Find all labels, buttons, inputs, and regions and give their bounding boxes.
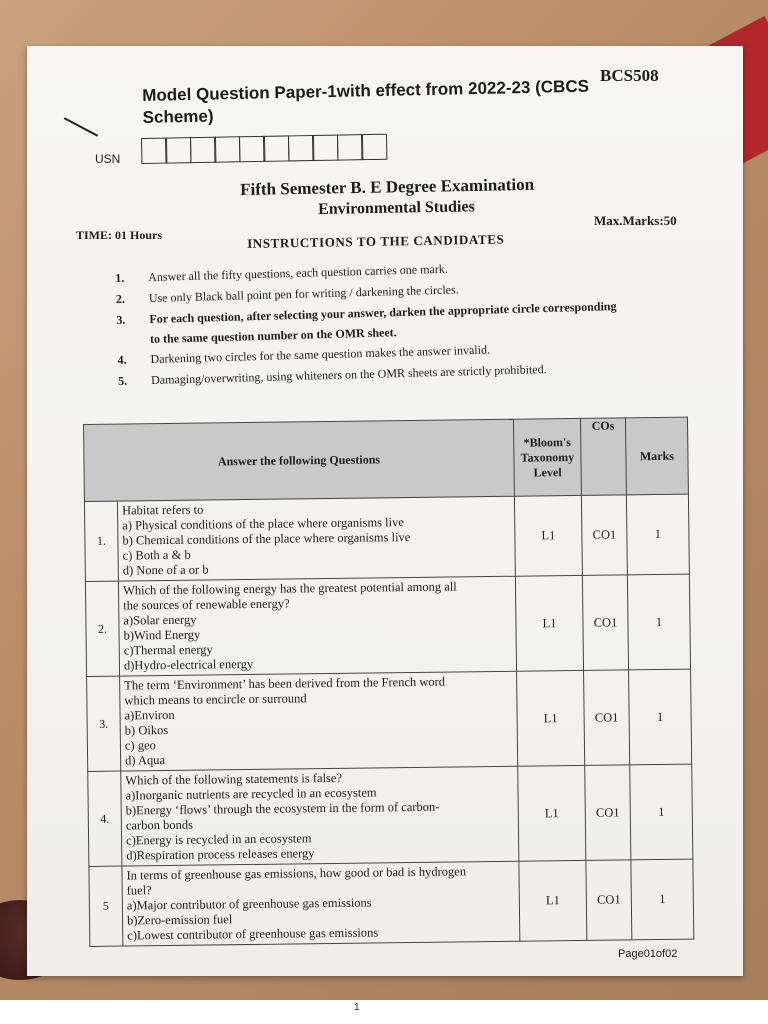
question-line: which means to encircle or surround [124,691,307,708]
course-outcome: CO1 [582,575,628,671]
question-line: d) Aqua [125,753,166,768]
question-text [120,671,518,771]
header-bloom: *Bloom's Taxonomy Level [513,418,581,496]
question-line: Which of the following energy has the greatest potential among all [122,579,457,598]
question-line: b)Energy ‘flows’ through the ecosystem in the form of carbon- [125,799,440,818]
bloom-level: L1 [519,860,587,941]
bloom-level: L1 [514,495,582,576]
question-line: c)Lowest contributor of greenhouse gas emissions [127,925,379,943]
question-number: 3. [87,676,121,771]
question-line: c)Thermal energy [123,642,213,658]
instruction-item: 5. Damaging/overwriting, using whiteners on the OMR sheets are strictly prohibited. [117,361,547,388]
page-footer: Page01of02 [618,948,678,960]
question-line: a) Physical conditions of the place where organisms live [122,515,404,533]
question-number: 1. [84,501,118,581]
question-number: 5 [89,866,123,946]
question-line: Which of the following statements is false? [125,770,343,788]
question-line: b) Chemical conditions of the place where organisms live [122,530,411,548]
question-line: b)Zero-emission fuel [126,912,233,928]
question-text [118,576,516,676]
instruction-item: 4. Darkening two circles for the same question makes the answer invalid. [117,342,491,367]
question-line: fuel? [126,883,152,898]
question-number: 2. [85,581,119,676]
course-code: BCS508 [600,66,659,85]
question-line: a)Environ [124,707,175,723]
question-line: d)Hydro-electrical energy [123,656,254,673]
questions-table [83,417,694,947]
course-outcome: CO1 [585,765,631,861]
instruction-item: 3. For each question, after selecting your answer, darken the appropriate circle corresponding to the same question number on the OMR sheet. [116,299,617,347]
question-row [85,574,690,676]
question-line: b) Oikos [124,722,169,738]
question-line: The term ‘Environment’ has been derived from the French word [124,674,446,693]
course-outcome: CO1 [581,495,627,576]
question-row [84,494,689,581]
question-row [88,764,693,866]
question-line: In terms of greenhouse gas emissions, how good or bad is hydrogen [126,864,467,883]
marks: 1 [630,764,693,860]
question-line: c)Energy is recycled in an ecosystem [126,831,312,848]
max-marks: Max.Marks:50 [594,213,677,228]
usn-label: USN [95,152,121,166]
header-cos: COs [580,418,626,496]
course-outcome: CO1 [584,670,630,766]
question-line: a)Major contributor of greenhouse gas emissions [126,895,372,913]
question-line: the sources of renewable energy? [123,596,290,613]
paper-title: Model Question Paper-1with effect from 2022-23 (CBCS Scheme) [142,76,590,127]
subject-heading: Environmental Studies [318,198,475,218]
marks: 1 [626,494,689,575]
question-text [117,496,515,581]
instructions-list [115,254,628,392]
bloom-level: L1 [517,670,585,766]
question-line: d) None of a or b [122,562,209,578]
question-line: c) Both a & b [122,547,191,563]
question-line: d)Respiration process releases energy [126,846,315,863]
bloom-level: L1 [515,575,583,671]
table-header-row [84,417,689,501]
instruction-item: 2. Use only Black ball point pen for writing / darkening the circles. [115,282,459,306]
usn-boxes [142,134,387,164]
question-text [121,766,519,866]
question-line: Habitat refers to [121,502,204,518]
question-text [122,861,520,946]
question-row [89,859,694,946]
question-number: 4. [88,771,122,866]
question-line: a)Solar energy [123,612,197,628]
marks: 1 [627,574,690,670]
marks: 1 [631,859,694,940]
question-line: a)Inorganic nutrients are recycled in an ecosystem [125,785,377,803]
question-line: c) geo [124,738,156,753]
semester-heading: Fifth Semester B. E Degree Examination [240,174,535,199]
question-line: carbon bonds [125,817,193,833]
instructions-heading: INSTRUCTIONS TO THE CANDIDATES [247,231,505,251]
page-number: 1 [354,1002,360,1013]
header-question: Answer the following Questions [84,419,515,501]
exam-time: TIME: 01 Hours [76,228,163,242]
header-marks: Marks [625,417,688,495]
bloom-level: L1 [518,765,586,861]
question-line: b)Wind Energy [123,627,201,643]
instruction-item: 1. Answer all the fifty questions, each question carries one mark. [115,261,448,285]
question-row [87,669,692,771]
course-outcome: CO1 [586,860,632,941]
marks: 1 [629,669,692,765]
